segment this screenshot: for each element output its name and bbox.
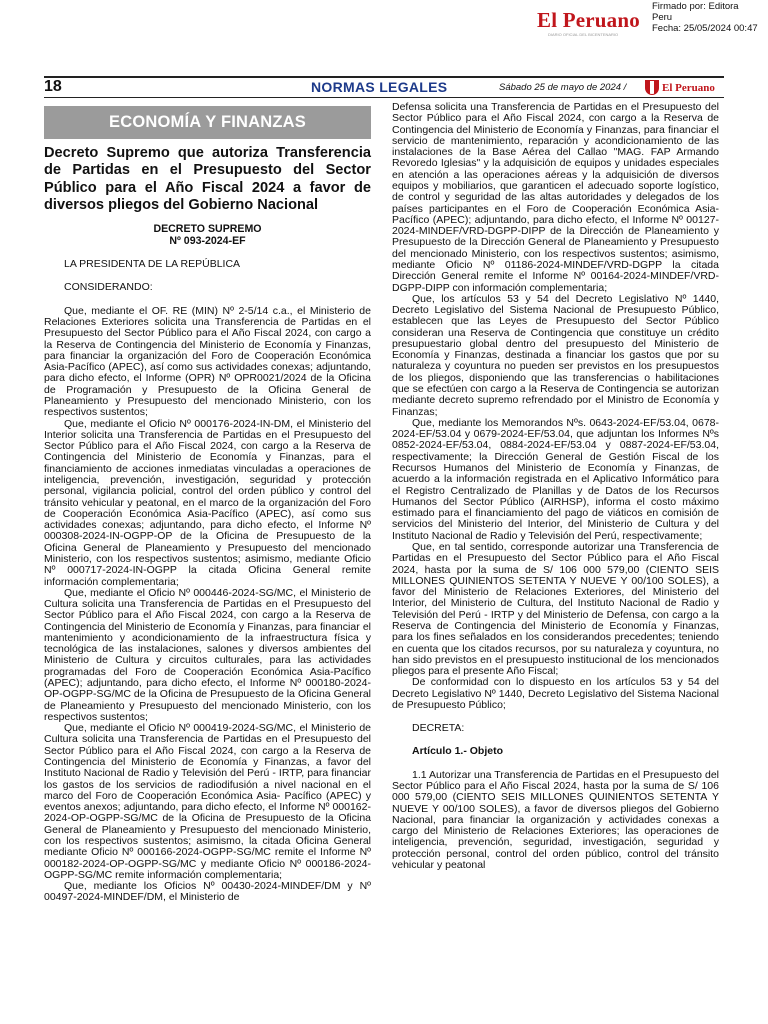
- right-column: [392, 102, 719, 871]
- paragraph: Que, en tal sentido, corresponde autorizar una Transferencia de Partidas en el Presupuesto del Sector Público para el Año Fiscal 2024, hasta por la suma de S/ 106 000 579,00 (CIENTO SEIS MILLONES QUINIENTOS SETENTA Y NUEVE Y 00/100 SOLES), a favor del Ministerio de Relaciones Exteriores, del Ministerio del Interior, del Ministerio de Cultura, del Instituto Nacional de Radio y Televisión del Perú - IRTP y del Ministerio de Defensa, con cargo a la Reserva de Contingencia del Ministerio de Economía y Finanzas, para los fines señalados en los considerandos precedentes; teniendo en cuenta que los citados recursos, por su naturaleza y coyuntura, no han sido previstos en el presupuesto institucional de los mencionados pliegos para el presente Año Fiscal;: [392, 540, 719, 678]
- paragraph: Que, mediante el Oficio Nº 000176-2024-IN-DM, el Ministerio del Interior solicita una Transferencia de Partidas en el Presupuesto del Sector Público para el Año Fiscal 2024, con cargo a la Reserva de Contingencia del Ministerio de Economía y Finanzas, para el financiamiento de acciones inmediatas vinculadas a operaciones de inteligencia, prevención, investigación, seguridad y protección personal, vigilancia policial, control del orden público y control del tránsito vehicular y peatonal, en el marco de la organización del Foro de Cooperación Económica Asia-Pacífico (APEC), así como sus actividades conexas; adjuntando, para dicho efecto, el Informe Nº 000308-2024-IN-OGPP-OP de la Oficina de Presupuesto de la Oficina General de Planeamiento y Presupuesto del mencionado Ministerio, con los respectivos sustentos; asimismo, mediante Oficio Nº 000717-2024-IN-OGPP la citada Oficina General remite información complementaria;: [44, 417, 371, 588]
- header-rule: [44, 97, 724, 98]
- signature-line: Fecha: 25/05/2024 00:47: [652, 23, 758, 34]
- signature-line: Firmado por: Editora: [652, 1, 739, 12]
- header-rule: [44, 76, 724, 78]
- decree-code: Nº 093-2024-EF: [169, 235, 246, 248]
- paragraph: 1.1 Autorizar una Transferencia de Partidas en el Presupuesto del Sector Público para el Año Fiscal 2024, hasta por la suma de S/ 106 000 579,00 (CIENTO SEIS MILLONES QUINIENTOS SETENTA Y NUEVE Y 00/100 SOLES), a favor de diversos pliegos del Gobierno Nacional, para financiar la organización y actividades conexas a cargo del Ministerio de Relaciones Exteriores; las operaciones de inteligencia, prevención, seguridad, investigación, seguridad y protección personal, control del orden público, control del tránsito vehicular y peatonal: [392, 768, 719, 871]
- paragraph: Que, mediante el Oficio Nº 000446-2024-SG/MC, el Ministerio de Cultura solicita una Transferencia de Partidas en el Presupuesto del Sector Público para el Año Fiscal 2024, con cargo a la Reserva de Contingencia del Ministerio de Economía y Finanzas, para financiar el mantenimiento y acondicionamiento de la infraestructura física y tecnológica de las instalaciones, salones y diversos ambientes del Ministerio de Cultura y circuitos culturales, para las actividades programadas del Foro de Cooperación Económica Asia-Pacífico (APEC); adjuntando, para dicho efecto, el Informe Nº 000180-2024-OP-OGPP-SG/MC de la Oficina de Presupuesto de la Oficina General de Planeamiento y Presupuesto del mencionado Ministerio, con los respectivos sustentos;: [44, 586, 371, 723]
- right-body: [392, 102, 719, 871]
- article-heading: Artículo 1.- Objeto: [412, 745, 504, 758]
- issuer-line: LA PRESIDENTA DE LA REPÚBLICA: [64, 258, 241, 271]
- header-brand: [645, 80, 715, 95]
- paragraph-continued: Defensa solicita una Transferencia de Partidas en el Presupuesto del Sector Público para el Año Fiscal 2024, con cargo a la Reserva de Contingencia del Ministerio de Economía y Finanzas, para financiar el servicio de mantenimiento, reparación y acondicionamiento de las instalaciones de la Base Aérea del Callao "MAG. FAP Armando Revoredo Iglesias" y la adquisición de equipos y unidades especiales en atención a las operaciones aéreas y la adquisición de diversos equipos y mobiliarios, que garanticen el adecuado soporte logístico, de control y seguridad de las altas autoridades y delegados de los países participantes en el Foro de Cooperación Económica Asia-Pacífico (APEC); adjuntando, para dicho efecto, el Informe Nº 00127-2024-MINDEF/VRD-DGPP-DIPP de la Dirección de Planeamiento y Presupuesto de la Dirección General de Planeamiento y Presupuesto del mencionado Ministerio, con los respectivos sustentos; asimismo, mediante Oficio Nº 01186-2024-MINDEF/VRD-DGPP la citada Dirección General remite el Informe Nº 00164-2024-MINDEF/VRD-DGPP-DIPP con información complementaria;: [392, 101, 719, 294]
- page-number: 18: [44, 78, 62, 95]
- decreta-heading: DECRETA:: [412, 722, 465, 735]
- decree-number: [44, 223, 371, 247]
- el-peruano-logo: El Peruano: [537, 8, 640, 32]
- signature-line: Peru: [652, 12, 673, 23]
- paragraph: Que, mediante los Memorandos Nºs. 0643-2024-EF/53.04, 0678-2024-EF/53.04 y 0679-2024-EF/53.04, que adjuntan los Informes Nºs 0852-2024-EF/53.04, 0884-2024-EF/53.04 y 0887-2024-EF/53.04, respectivamente; la Dirección General de Gestión Fiscal de los Recursos Humanos del Ministerio de Economía y Finanzas, de acuerdo a la información registrada en el Aplicativo Informático para el Registro Centralizado de Planillas y de Datos de los Recursos Humanos del Sector Público (AIRHSP), informa el costo máximo estimado para el financiamiento del pago de viáticos en comisión de servicios del Ministerio del Interior, del Ministerio de Cultura y del Instituto Nacional de Radio y Televisión del Perú, respectivamente;: [392, 416, 719, 542]
- category-banner: ECONOMÍA Y FINANZAS: [44, 106, 371, 139]
- digital-signature: [652, 1, 758, 34]
- paragraph: Que, mediante el Oficio Nº 000419-2024-SG/MC, el Ministerio de Cultura solicita una Transferencia de Partidas en el Presupuesto del Sector Público para el Año Fiscal 2024, con cargo a la Reserva de Contingencia del Ministerio de Economía y Finanzas, a favor del Instituto Nacional de Radio y Televisión del Perú - IRTP, para financiar los gastos de los servicios de radiodifusión a nivel nacional en el marco del Foro de Cooperación Económica Asia- Pacífico (APEC) y eventos anexos; adjuntando, para dicho efecto, el Informe Nº 000162-2024-OP-OGPP-SG/MC de la Oficina de Presupuesto de la Oficina General de Planeamiento y Presupuesto del mencionado Ministerio, con los respectivos sustentos; asimismo, la citada Oficina General mediante Oficio Nº 000166-2024-OGPP-SG/MC remite el Informe Nº 000182-2024-OP-OGPP-SG/MC y mediante Oficio Nº 000186-2024-OGPP-SG/MC remite información complementaria;: [44, 722, 371, 881]
- left-column: [44, 102, 371, 904]
- page-header: [44, 79, 724, 96]
- section-title: NORMAS LEGALES: [311, 79, 448, 95]
- logo-tagline: DIARIO OFICIAL DEL BICENTENARIO: [548, 32, 619, 37]
- decree-label: DECRETO SUPREMO: [153, 223, 262, 236]
- paragraph: De conformidad con lo dispuesto en los artículos 53 y 54 del Decreto Legislativo Nº 1440, Decreto Legislativo del Sistema Nacional de Presupuesto Público;: [392, 676, 719, 711]
- left-body: [44, 259, 371, 903]
- considerando-heading: CONSIDERANDO:: [64, 281, 153, 294]
- masthead: [0, 0, 768, 48]
- paragraph: Que, mediante el OF. RE (MIN) Nº 2-5/14 c.a., el Ministerio de Relaciones Exteriores solicita una Transferencia de Partidas en el Presupuesto del Sector Público para el Año Fiscal 2024, con cargo a la Reserva de Contingencia del Ministerio de Economía y Finanzas, para financiar la organización del Foro de Cooperación Económica Asia-Pacífico (APEC), así como sus actividades conexas; adjuntando, para dicho efecto, el Informe (OPR) Nº OPR0021/2024 de la Oficina de Programación y Presupuesto de la Oficina General de Planeamiento y Presupuesto del mencionado Ministerio, con los respectivos sustentos;: [44, 304, 371, 419]
- coat-of-arms-icon: [645, 80, 659, 95]
- article-title: Decreto Supremo que autoriza Transferencia de Partidas en el Presupuesto del Sector Público para el Año Fiscal 2024 a favor de diversos pliegos del Gobierno Nacional: [44, 145, 371, 213]
- paragraph: Que, mediante los Oficios Nº 00430-2024-MINDEF/DM y Nº 00497-2024-MINDEF/DM, el Ministerio de: [44, 880, 371, 904]
- publication-date: Sábado 25 de mayo de 2024 /: [499, 82, 627, 93]
- header-brand-text: El Peruano: [662, 81, 715, 94]
- paragraph: Que, los artículos 53 y 54 del Decreto Legislativo Nº 1440, Decreto Legislativo del Sistema Nacional de Presupuesto Público, establecen que las Leyes de Presupuesto del Sector Público consideran una Reserva de Contingencia que constituye un crédito presupuestario global dentro del presupuesto del Ministerio de Economía y Finanzas, destinada a financiar los gastos que por su naturaleza y coyuntura no pueden ser previstos en los presupuestos de los pliegos, disponiendo que las transferencias o habilitaciones que se efectúen con cargo a la Reserva de Contingencia se autorizan mediante decreto supremo refrendado por el Ministro de Economía y Finanzas;: [392, 292, 719, 418]
